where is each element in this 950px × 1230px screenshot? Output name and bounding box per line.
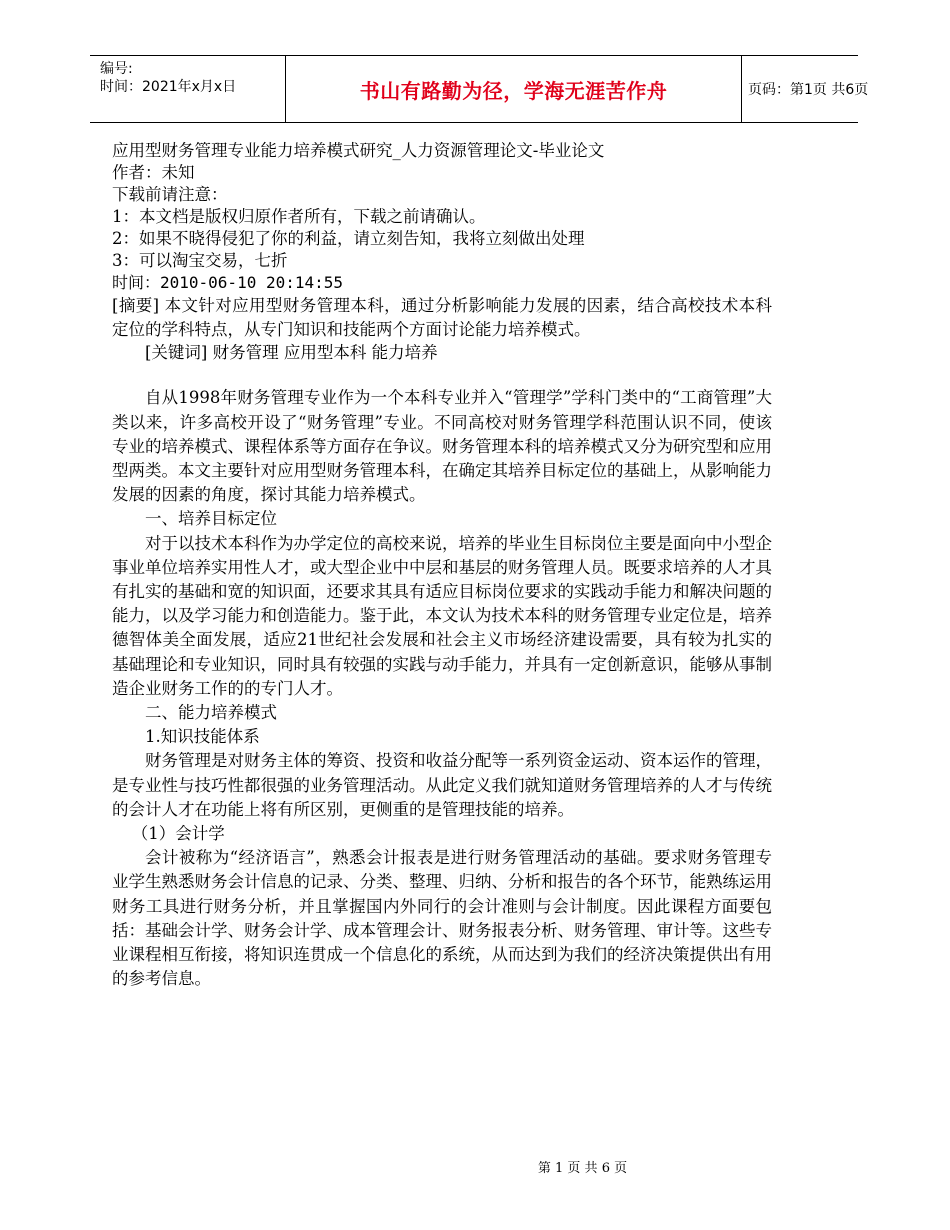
paragraph: 财务管理是对财务主体的筹资、投资和收益分配等一系列资金运动、资本运作的管理，是专业性与技巧性都很强的业务管理活动。从此定义我们就知道财务管理培养的人才与传统的会计人才在功能上将有所区别，更侧重的是管理技能的培养。 — [112, 751, 772, 819]
blank-line — [112, 364, 772, 386]
header-left-cell — [90, 56, 285, 122]
section-heading: 一、培养目标定位 — [145, 509, 277, 529]
number-label: 编号: — [100, 61, 133, 77]
keywords: [关键词] 财务管理 应用型本科 能力培养 — [145, 343, 438, 363]
notice-item: 3：可以淘宝交易，七折 — [112, 251, 288, 270]
doc-time: 时间：2010-06-10 20:14:55 — [112, 273, 344, 292]
header-right-cell — [740, 56, 869, 122]
paragraph: 自从1998年财务管理专业作为一个本科专业并入“管理学”学科门类中的“工商管理”大类以来，许多高校开设了“财务管理”专业。不同高校对财务管理学科范围认识不同，使该专业的培养模式、课程体系等方面存在争议。财务管理本科的培养模式又分为研究型和应用型两类。本文主要针对应用型财务管理本科，在确定其培养目标定位的基础上，从影响能力发展的因素的角度，探讨其能力培养模式。 — [112, 388, 772, 505]
motto-text: 书山有路勤为径，学海无涯苦作舟 — [359, 78, 668, 103]
paragraph: 会计被称为“经济语言”，熟悉会计报表是进行财务管理活动的基础。要求财务管理专业学生熟悉财务会计信息的记录、分类、整理、归纳、分析和报告的各个环节，能熟练运用财务工具进行财务分析，并且掌握国内外同行的会计准则与会计制度。因此课程方面要包括：基础会计学、财务会计学、成本管理会计、财务报表分析、财务管理、审计等。这些专业课程相互衔接，将知识连贯成一个信息化的系统，从而达到为我们的经济决策提供出有用的参考信息。 — [112, 848, 772, 989]
section-heading: 二、能力培养模式 — [145, 703, 277, 723]
paragraph: 对于以技术本科作为办学定位的高校来说，培养的毕业生目标岗位主要是面向中小型企事业单位培养实用性人才，或大型企业中中层和基层的财务管理人员。既要求培养的人才具有扎实的基础和宽的知识面，还要求其具有适应目标岗位要求的实践动手能力和解决问题的能力，以及学习能力和创造能力。鉴于此，本文认为技术本科的财务管理专业定位是，培养德智体美全面发展，适应21世纪社会发展和社会主义市场经济建设需要，具有较为扎实的基础理论和专业知识，同时具有较强的实践与动手能力，并具有一定创新意识，能够从事制造企业财务工作的的专门人才。 — [112, 533, 772, 698]
abstract: [摘要] 本文针对应用型财务管理本科，通过分析影响能力发展的因素，结合高校技术本科定位的学科特点，从专门知识和技能两个方面讨论能力培养模式。 — [112, 296, 772, 340]
notice-item: 1：本文档是版权归原作者所有，下载之前请确认。 — [112, 207, 486, 226]
time-label: 时间：2021年x月x日 — [100, 79, 237, 95]
notice-heading: 下载前请注意： — [112, 185, 228, 204]
doc-author: 作者：未知 — [112, 163, 195, 182]
notice-item: 2：如果不晓得侵犯了你的利益，请立刻告知，我将立刻做出处理 — [112, 229, 585, 248]
doc-title: 应用型财务管理专业能力培养模式研究_人力资源管理论文-毕业论文 — [112, 141, 605, 160]
header-motto-cell — [285, 56, 742, 122]
document-body — [112, 140, 772, 991]
page-info: 页码：第1页 共6页 — [748, 82, 869, 98]
subsection-heading: 1.知识技能体系 — [145, 727, 260, 747]
page-footer: 第 1 页 共 6 页 — [537, 1161, 628, 1176]
page-header — [90, 55, 869, 123]
subsection-heading: （1）会计学 — [131, 824, 225, 844]
